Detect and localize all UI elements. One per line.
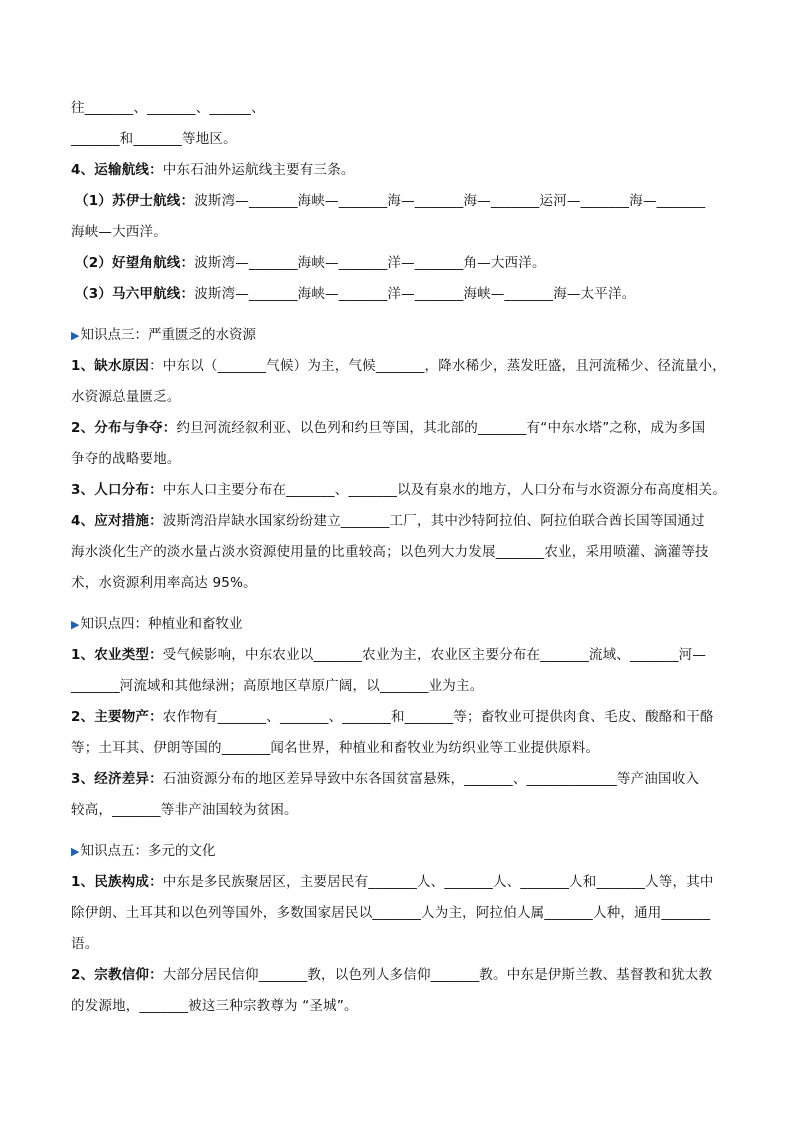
item-heading: 3、人口分布： (71, 482, 163, 498)
item-text: 波斯湾—_______海峡—_______海—_______海—_______运河—_______海—_______ (194, 193, 706, 209)
text-line (71, 191, 723, 222)
section-heading (71, 841, 723, 872)
item-text: 海峡—大西洋。 (71, 224, 167, 240)
item-text: 石油资源分布的地区差异导致中东各国贫富悬殊，_______、_____________等产油国收入 (162, 771, 700, 787)
item-text: 波斯湾沿岸缺水国家纷纷建立_______工厂，其中沙特阿拉伯、阿拉伯联合酋长国等国通过 (162, 513, 705, 529)
item-heading: （3）马六甲航线： (75, 286, 195, 302)
section-title: 知识点五：多元的文化 (80, 843, 216, 859)
text-line (71, 965, 723, 996)
text-line (71, 160, 723, 191)
text-line (71, 676, 723, 707)
text-line (71, 356, 726, 387)
item-text: 农作物有_______、_______、_______和_______等；畜牧业可提供肉食、毛皮、酸酪和干酪 (162, 709, 714, 725)
item-heading: （1）苏伊士航线： (75, 193, 195, 209)
item-text: 中东石油外运航线主要有三条。 (162, 162, 355, 178)
item-text: 术，水资源利用率高达 95%。 (71, 575, 257, 591)
text-line (71, 573, 723, 604)
item-text: 海水淡化生产的淡水量占淡水资源使用量的比重较高；以色列大力发展_______农业，采用喷灌、滴灌等技 (71, 544, 709, 560)
text-line (71, 253, 723, 284)
item-heading: 4、应对措施： (71, 513, 163, 529)
text-line (71, 542, 723, 573)
item-text: 波斯湾—_______海峡—_______洋—_______海峡—_______海—太平洋。 (194, 286, 636, 302)
section-title: 知识点四：种植业和畜牧业 (80, 616, 243, 632)
section-title: 知识点三：严重匮乏的水资源 (80, 327, 256, 343)
item-heading: 1、农业类型： (71, 647, 163, 663)
text-line (71, 98, 723, 129)
item-heading: 1、缺水原因 (71, 358, 150, 374)
item-heading: 2、分布与争夺： (71, 420, 177, 436)
text-line (71, 222, 723, 253)
text-line (71, 903, 723, 934)
triangle-right-icon: ▶ (71, 845, 80, 858)
item-text: 往_______、_______、______、 (71, 100, 265, 116)
text-line (71, 418, 723, 449)
item-text: 等；土耳其、伊朗等国的_______闻名世界，种植业和畜牧业为纺织业等工业提供原料。 (71, 740, 600, 756)
item-heading: （2）好望角航线： (75, 255, 195, 271)
triangle-right-icon: ▶ (71, 618, 80, 631)
item-heading: 2、主要物产： (71, 709, 163, 725)
text-line (71, 511, 723, 542)
item-heading: 4、运输航线： (71, 162, 163, 178)
text-line (71, 707, 723, 738)
section-heading (71, 614, 723, 645)
item-text: 中东人口主要分布在_______、_______以及有泉水的地方，人口分布与水资源分布高度相关。 (162, 482, 726, 498)
text-line (71, 284, 723, 315)
item-text: 水资源总量匮乏。 (71, 389, 181, 405)
item-text: 的发源地，_______被这三种宗教尊为 “圣城”。 (71, 998, 358, 1014)
item-text: 受气候影响，中东农业以_______农业为主，农业区主要分布在_______流域、_______河— (162, 647, 707, 663)
text-line (71, 449, 723, 480)
item-text: 中东是多民族聚居区，主要居民有_______人、_______人、_______人和_______人等，其中 (162, 874, 714, 890)
text-line (71, 996, 723, 1027)
text-line (71, 872, 723, 903)
item-text: 约旦河流经叙利亚、以色列和约旦等国，其北部的_______有“中东水塔”之称，成为多国 (176, 420, 706, 436)
item-text: _______河流域和其他绿洲；高原地区草原广阔，以_______业为主。 (71, 678, 484, 694)
text-line (71, 387, 723, 418)
item-text: _______和_______等地区。 (71, 131, 237, 147)
item-text: 大部分居民信仰_______教，以色列人多信仰_______教。中东是伊斯兰教、基督教和犹太教 (162, 967, 713, 983)
text-line (71, 934, 723, 965)
document-body (71, 98, 726, 1027)
item-text: 较高，_______等非产油国较为贫困。 (71, 802, 298, 818)
text-line (71, 800, 723, 831)
text-line (71, 738, 723, 769)
triangle-right-icon: ▶ (71, 329, 80, 342)
text-line (71, 645, 723, 676)
text-line (71, 129, 723, 160)
item-text: 语。 (71, 936, 99, 952)
item-heading: 1、民族构成： (71, 874, 163, 890)
item-text: ：中东以（_______气候）为主，气候_______，降水稀少，蒸发旺盛，且河流稀少、径流量小， (149, 358, 726, 374)
text-line (71, 769, 723, 800)
item-text: 波斯湾—_______海峡—_______洋—_______角—大西洋。 (194, 255, 546, 271)
item-heading: 2、宗教信仰： (71, 967, 163, 983)
section-heading (71, 325, 723, 356)
item-text: 除伊朗、土耳其和以色列等国外，多数国家居民以_______人为主，阿拉伯人属_______人种，通用_______ (71, 905, 711, 921)
item-text: 争夺的战略要地。 (71, 451, 181, 467)
item-heading: 3、经济差异： (71, 771, 163, 787)
text-line (71, 480, 726, 511)
